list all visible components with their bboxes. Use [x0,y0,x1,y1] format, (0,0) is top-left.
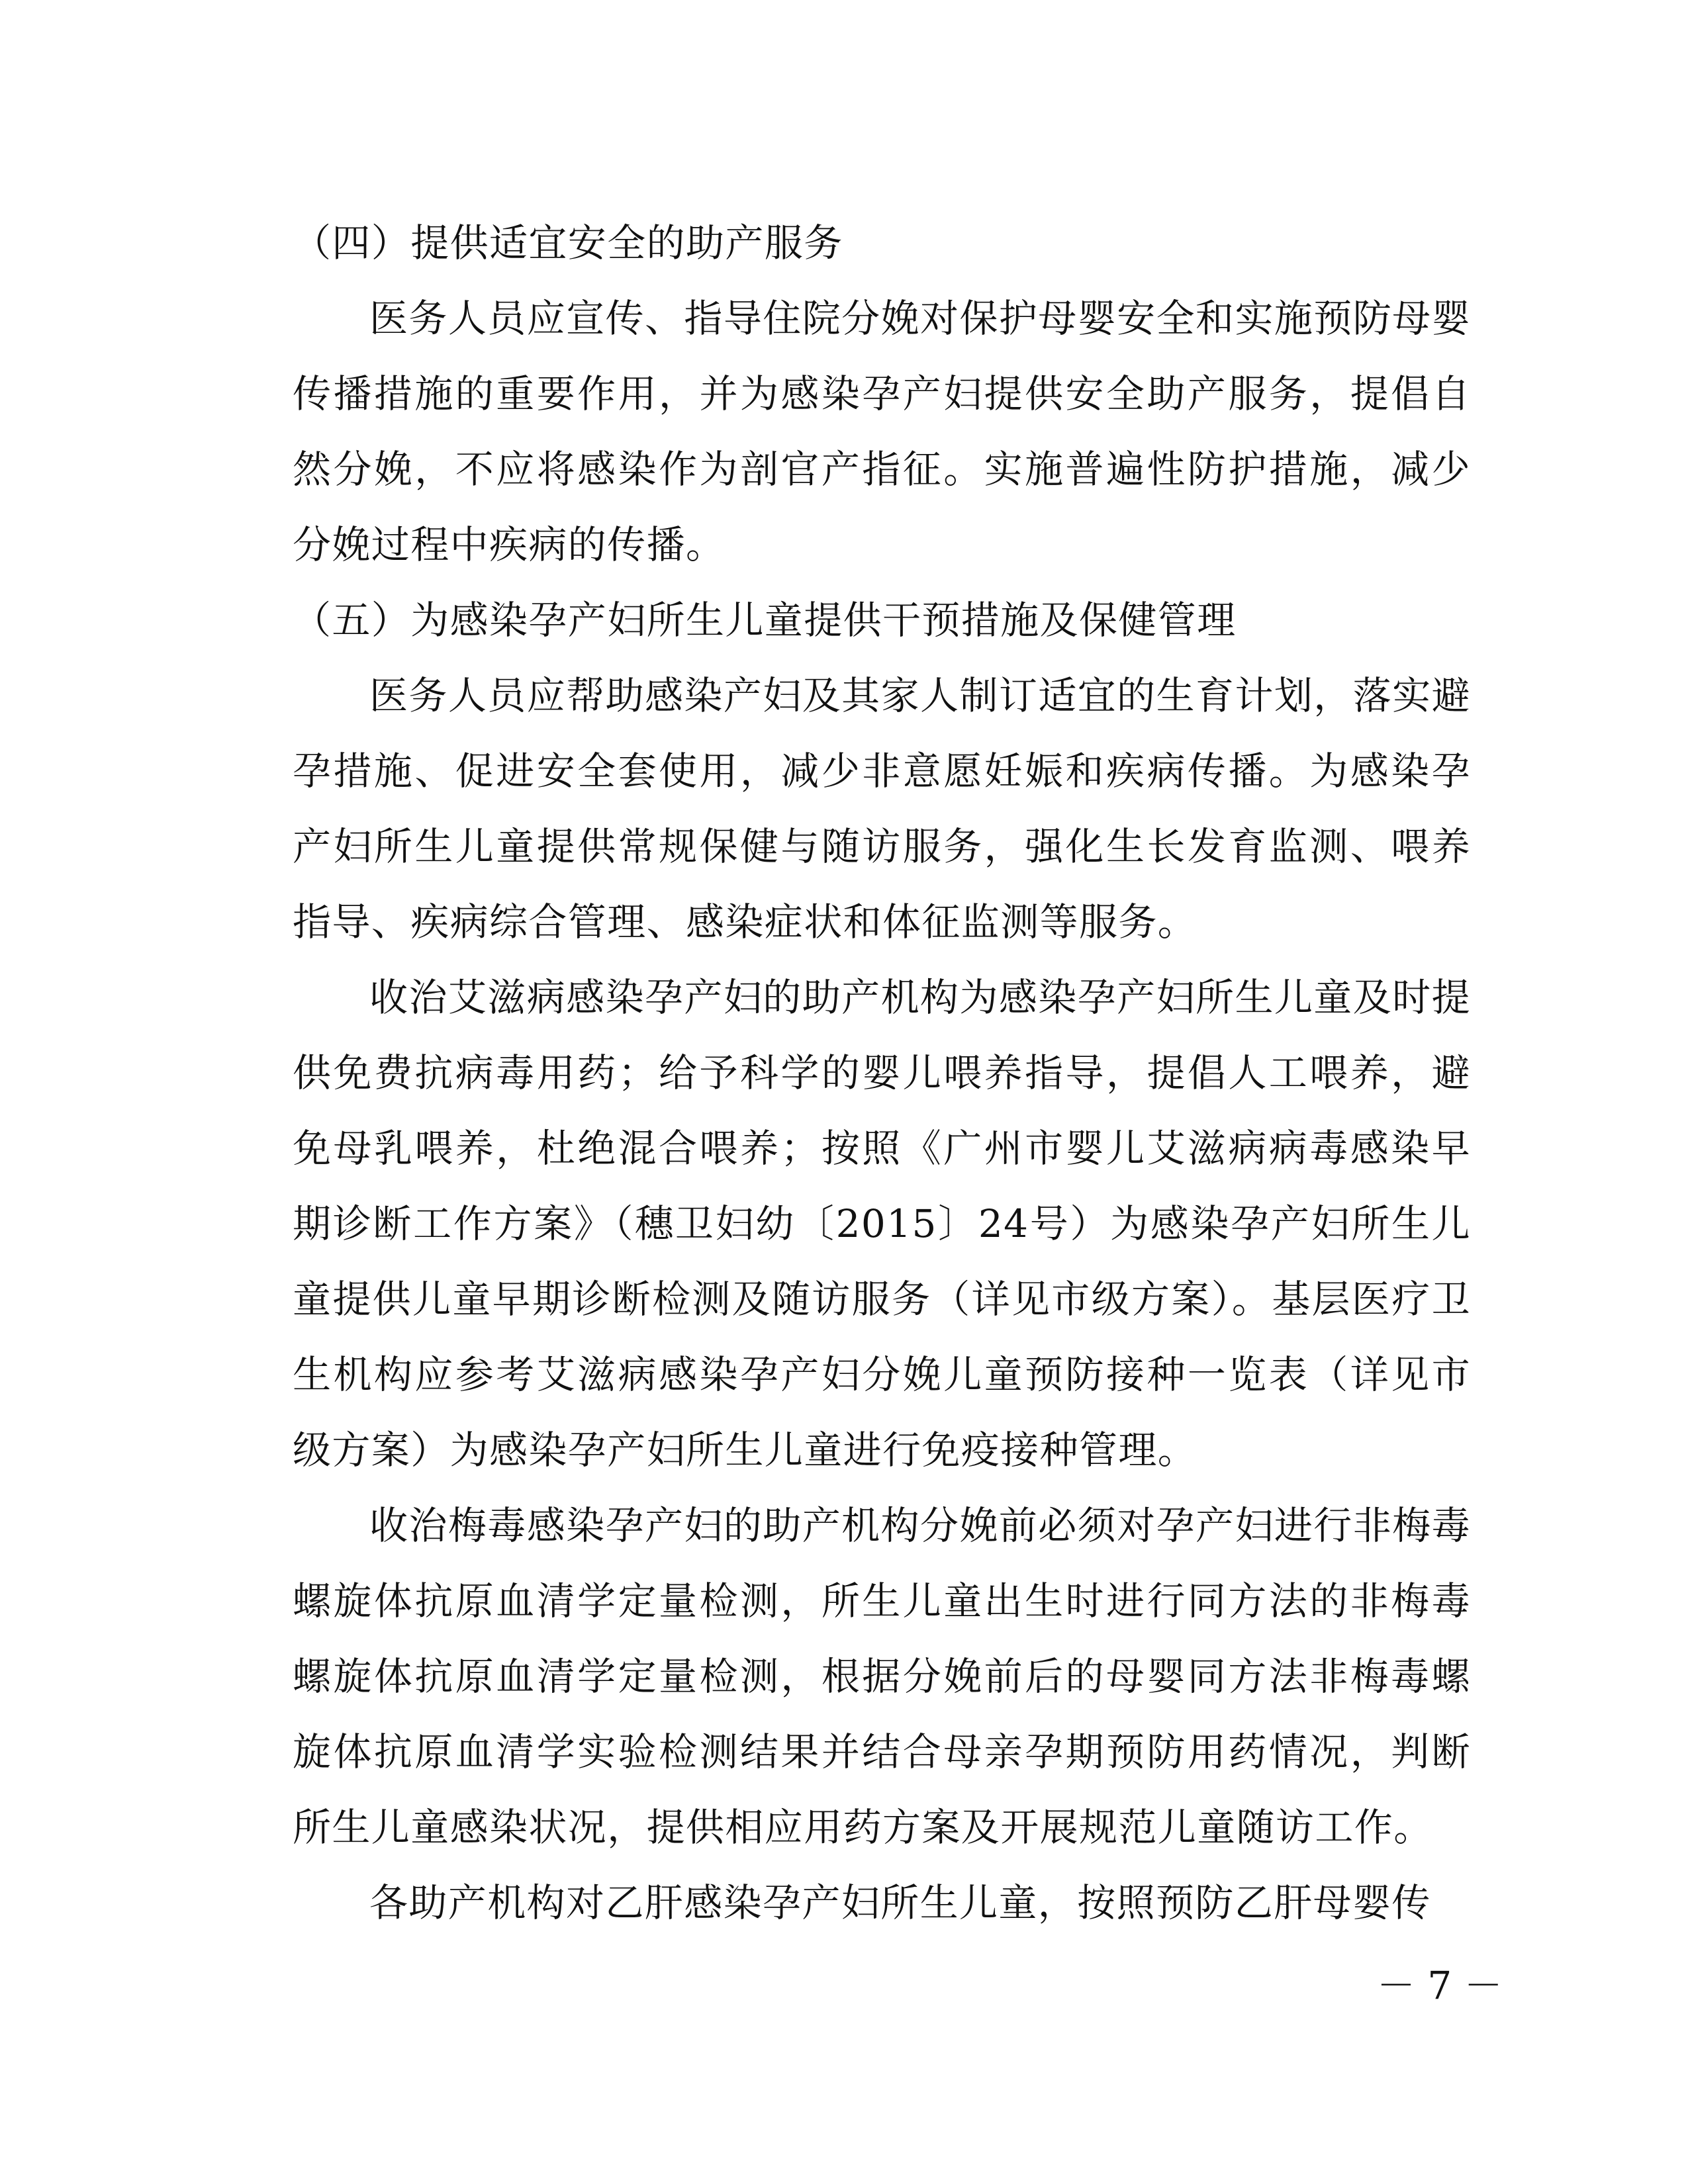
document-body [293,205,1471,1940]
page-number: － 7 － [1377,1963,1503,2008]
paragraph: 各助产机构对乙肝感染孕产妇所生儿童，按照预防乙肝母婴传 [369,1880,1431,1925]
paragraph: 收治梅毒感染孕产妇的助产机构分娩前必须对孕产妇进行非梅毒螺旋体抗原血清学定量检测，所生儿童出生时进行同方法的非梅毒螺旋体抗原血清学定量检测，根据分娩前后的母婴同方法非梅毒螺旋体抗原血清学实验检测结果并结合母亲孕期预防用药情况，判断所生儿童感染状况，提供相应用药方案及开展规范儿童随访工作。 [293,1503,1471,1850]
paragraph: 收治艾滋病感染孕产妇的助产机构为感染孕产妇所生儿童及时提供免费抗病毒用药；给予科学的婴儿喂养指导，提倡人工喂养，避免母乳喂养，杜绝混合喂养；按照《广州市婴儿艾滋病病毒感染早期诊断工作方案》（穗卫妇幼〔2015〕24号）为感染孕产妇所生儿童提供儿童早期诊断检测及随访服务（详见市级方案）。基层医疗卫生机构应参考艾滋病感染孕产妇分娩儿童预防接种一览表（详见市级方案）为感染孕产妇所生儿童进行免疫接种管理。 [293,975,1471,1473]
paragraph: 医务人员应宣传、指导住院分娩对保护母婴安全和实施预防母婴传播措施的重要作用，并为感染孕产妇提供安全助产服务，提倡自然分娩，不应将感染作为剖官产指征。实施普遍性防护措施，减少分娩过程中疾病的传播。 [293,296,1471,567]
section-heading-4: （四）提供适宜安全的助产服务 [293,220,843,265]
section-heading-5: （五）为感染孕产妇所生儿童提供干预措施及保健管理 [293,598,1237,643]
paragraph: 医务人员应帮助感染产妇及其家人制订适宜的生育计划，落实避孕措施、促进安全套使用，减少非意愿妊娠和疾病传播。为感染孕产妇所生儿童提供常规保健与随访服务，强化生长发育监测、喂养指导、疾病综合管理、感染症状和体征监测等服务。 [293,673,1471,944]
